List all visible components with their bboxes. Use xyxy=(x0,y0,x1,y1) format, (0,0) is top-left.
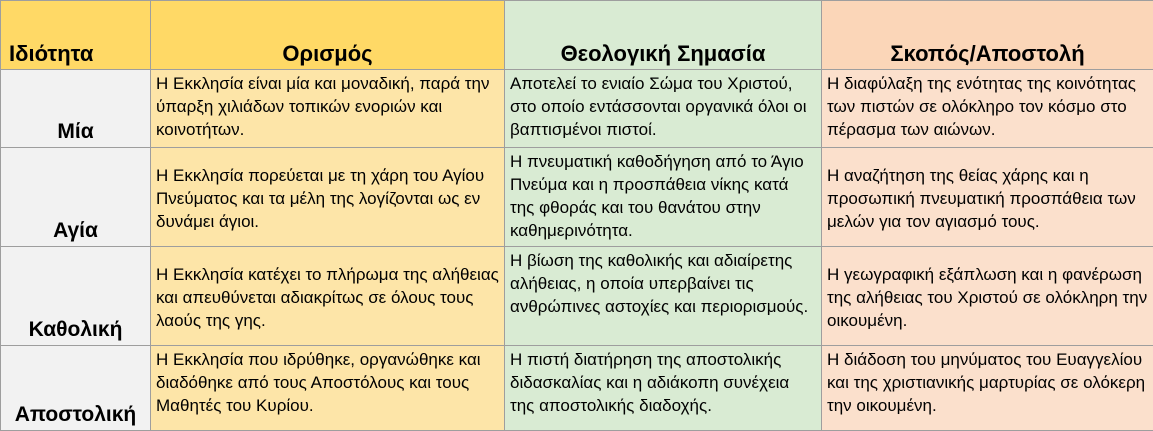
table-row xyxy=(1,70,1153,148)
meaning-cell: Η πνευματική καθοδήγηση από το Άγιο Πνεύμα και η προσπάθεια νίκης κατά της φθοράς και του θανάτου στην καθημερινότητα. xyxy=(505,148,822,247)
property-cell: Αποστολική xyxy=(1,346,151,431)
definition-cell: Η Εκκλησία που ιδρύθηκε, οργανώθηκε και διαδόθηκε από τους Αποστόλους και τους Μαθητές του Κυρίου. xyxy=(151,346,505,431)
header-row xyxy=(1,1,1153,70)
header-property: Ιδιότητα xyxy=(1,1,151,70)
header-definition: Ορισμός xyxy=(151,1,505,70)
meaning-cell: Αποτελεί το ενιαίο Σώμα του Χριστού, στο οποίο εντάσσονται οργανικά όλοι οι βαπτισμένοι πιστοί. xyxy=(505,70,822,148)
header-theological-meaning: Θεολογική Σημασία xyxy=(505,1,822,70)
purpose-cell: Η αναζήτηση της θείας χάρης και η προσωπική πνευματική προσπάθεια των μελών για τον αγιασμό τους. xyxy=(822,148,1153,247)
table-row xyxy=(1,346,1153,431)
meaning-cell: Η βίωση της καθολικής και αδιαίρετης αλήθειας, η οποία υπερβαίνει τις ανθρώπινες αστοχίες και περιορισμούς. xyxy=(505,247,822,346)
property-cell: Αγία xyxy=(1,148,151,247)
definition-cell: Η Εκκλησία πορεύεται με τη χάρη του Αγίου Πνεύματος και τα μέλη της λογίζονται ως εν δυνάμει άγιοι. xyxy=(151,148,505,247)
meaning-cell: Η πιστή διατήρηση της αποστολικής διδασκαλίας και η αδιάκοπη συνέχεια της αποστολικής διαδοχής. xyxy=(505,346,822,431)
table-row xyxy=(1,148,1153,247)
purpose-cell: Η διάδοση του μηνύματος του Ευαγγελίου και της χριστιανικής μαρτυρίας σε ολόκερη την οικουμένη. xyxy=(822,346,1153,431)
purpose-cell: Η διαφύλαξη της ενότητας της κοινότητας των πιστών σε ολόκληρο τον κόσμο στο πέρασμα των αιώνων. xyxy=(822,70,1153,148)
table-row xyxy=(1,247,1153,346)
definition-cell: Η Εκκλησία είναι μία και μοναδική, παρά την ύπαρξη χιλιάδων τοπικών ενοριών και κοινοτήτων. xyxy=(151,70,505,148)
purpose-cell: Η γεωγραφική εξάπλωση και η φανέρωση της αλήθειας του Χριστού σε ολόκληρη την οικουμένη. xyxy=(822,247,1153,346)
header-purpose: Σκοπός/Αποστολή xyxy=(822,1,1153,70)
definition-cell: Η Εκκλησία κατέχει το πλήρωμα της αλήθειας και απευθύνεται αδιακρίτως σε όλους τους λαούς της γης. xyxy=(151,247,505,346)
property-cell: Μία xyxy=(1,70,151,148)
property-cell: Καθολική xyxy=(1,247,151,346)
